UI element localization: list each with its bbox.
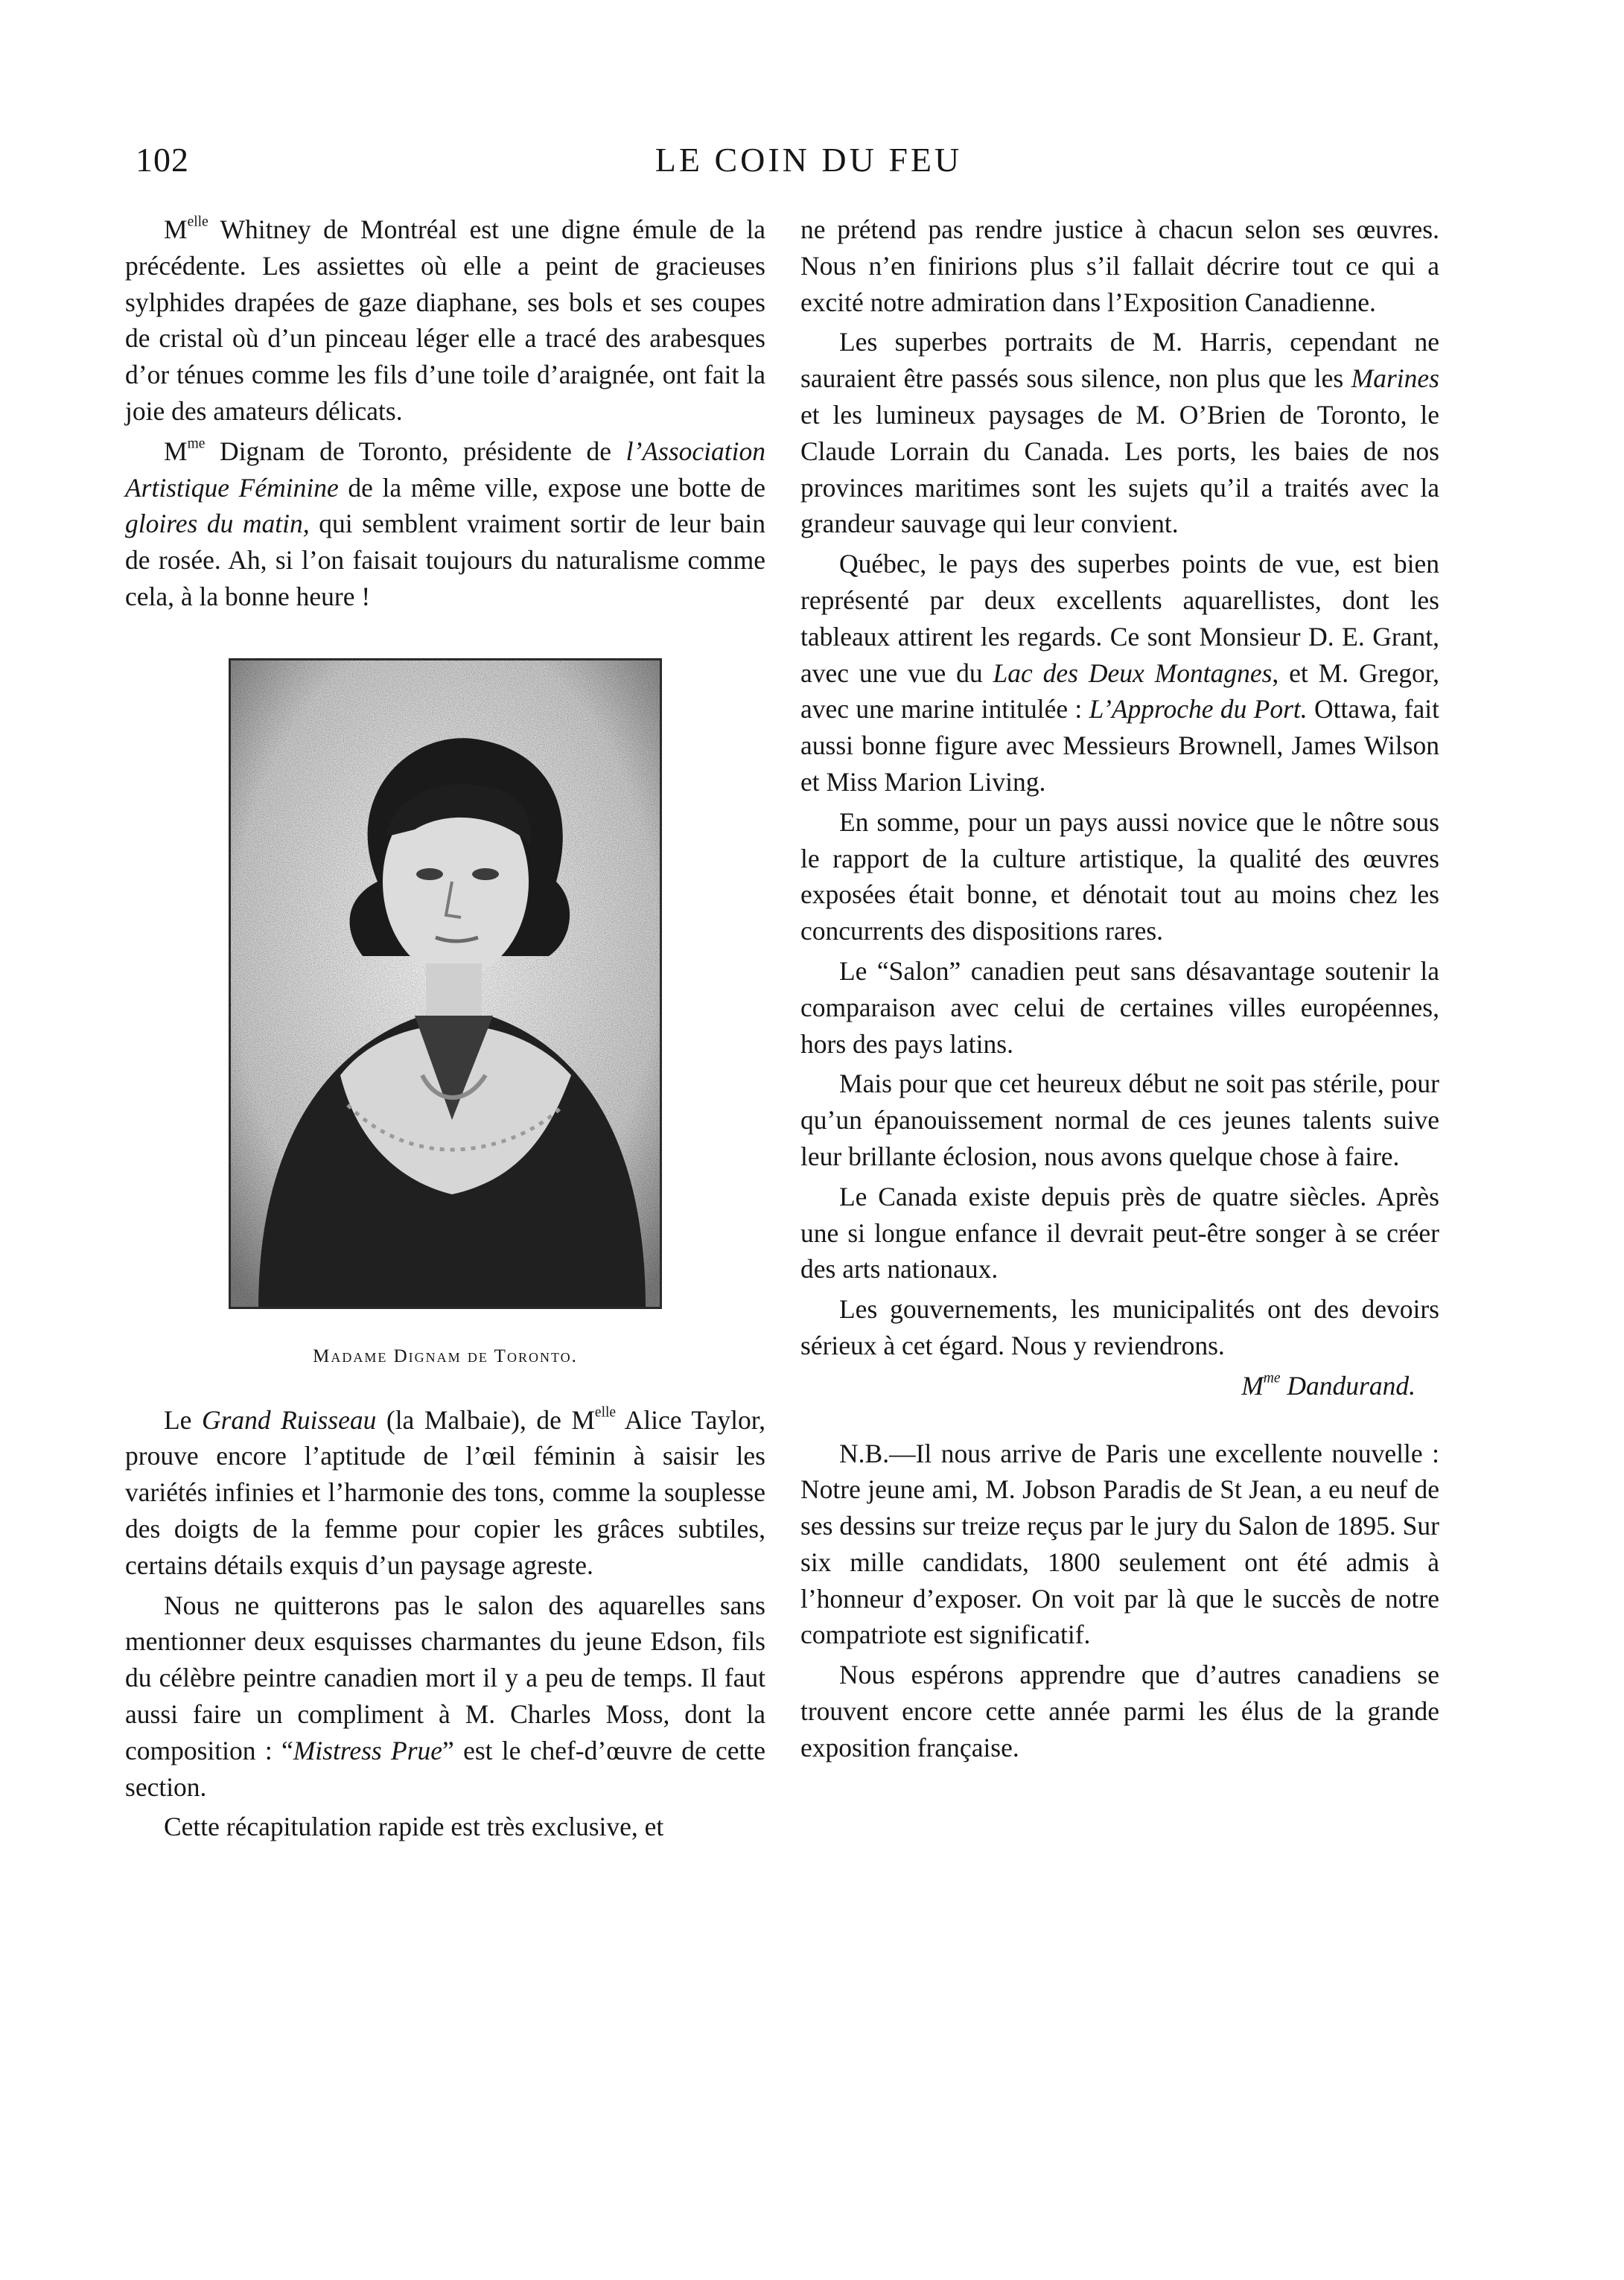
portrait-figure	[125, 658, 765, 1375]
left-column-text-bottom	[125, 1402, 765, 1846]
paragraph-left-2: $M^{me}$ Dignam de Toronto, présidente de l’Association Artistique Féminine de la même ville, expose une botte de gloires du matin, qui semblent vraiment sortir de leur bain de rosée. Ah, si l’on faisait toujours du naturalisme comme cela, à la bonne heure !	[125, 436, 765, 611]
paragraph-left-after-figure-2: Nous ne quitterons pas le salon des aquarelles sans mentionner deux esquisses charmantes du jeune Edson, fils du célèbre peintre canadien mort il y a peu de temps. Il faut aussi faire un compliment à M. Charles Moss, dont la composition : “Mistress Prue” est le chef-d’œuvre de cette section.	[125, 1590, 765, 1802]
running-title: LE COIN DU FEU	[655, 141, 963, 179]
page-number: 102	[136, 141, 189, 179]
nota-bene-paragraph: N.B.—Il nous arrive de Paris une excellente nouvelle : Notre jeune ami, M. Jobson Paradis de St Jean, a eu neuf de ses dessins sur treize reçus par le jury du Salon de 1895. Sur six mille candidats, 1800 seulement ont été admis à l’honneur d’exposer. On voit par là que le succès de notre compatriote est significatif.	[800, 1438, 1439, 1650]
paragraph-right-8: Les gouvernements, les municipalités ont des devoirs sérieux à cet égard. Nous y reviendrons.	[800, 1294, 1439, 1360]
page-header	[136, 140, 1482, 185]
author-signature: $M^{me}$ Dandurand.	[1241, 1370, 1416, 1401]
left-column	[125, 211, 765, 1849]
portrait-image	[229, 658, 662, 1309]
paragraph-right-4: En somme, pour un pays aussi novice que le nôtre sous le rapport de la culture artistique, la qualité des œuvres exposées était bonne, et dénotait tout au moins chez les concurrents des dispositions rares.	[800, 806, 1439, 946]
right-column	[800, 211, 1439, 1770]
paragraph-left-1: $M^{elle}$ Whitney de Montréal est une digne émule de la précédente. Les assiettes où elle a peint de gracieuses sylphides drapées de gaze diaphane, ses bols et ses coupes de cristal où d’un pinceau léger elle a tracé des arabesques d’or ténues comme les fils d’une toile d’araignée, ont fait la joie des amateurs délicats.	[125, 214, 765, 426]
paragraph-right-6: Mais pour que cet heureux début ne soit pas stérile, pour qu’un épanouissement normal de ces jeunes talents suive leur brillante éclosion, nous avons quelque chose à faire.	[800, 1069, 1439, 1171]
paragraph-right-2: Les superbes portraits de M. Harris, cependant ne sauraient être passés sous silence, non plus que les Marines et les lumineux paysages de M. O’Brien de Toronto, le Claude Lorrain du Canada. Les ports, les baies de nos provinces maritimes sont les sujets qu’il a traités avec la grandeur sauvage qui leur convient.	[800, 327, 1439, 539]
paragraph-right-7: Le Canada existe depuis près de quatre siècles. Après une si longue enfance il devrait peut-être songer à se créer des arts nationaux.	[800, 1181, 1439, 1284]
paragraph-right-3: Québec, le pays des superbes points de vue, est bien représenté par deux excellents aquarellistes, dont les tableaux attirent les regards. Ce sont Monsieur D. E. Grant, avec une vue du Lac des Deux Montagnes, et M. Gregor, avec une marine intitulée : L’Approche du Port. Ottawa, fait aussi bonne figure avec Messieurs Brownell, James Wilson et Miss Marion Living.	[800, 549, 1439, 797]
paragraph-right-1: ne prétend pas rendre justice à chacun selon ses œuvres. Nous n’en finirions plus s’il fallait décrire tout ce qui a excité notre admiration dans l’Exposition Canadienne.	[800, 214, 1439, 317]
portrait-caption: Madame Dignam de Toronto.	[313, 1346, 578, 1366]
paragraph-left-after-figure-3: Cette récapitulation rapide est très exclusive, et	[164, 1812, 664, 1842]
left-column-text-top	[125, 211, 765, 615]
paragraph-left-after-figure-1: Le Grand Ruisseau (la Malbaie), de $M^{elle}$ Alice Taylor, prouve encore l’aptitude de l’œil féminin à saisir les variétés infinies et l’harmonie des tons, comme la souplesse des doigts de la femme pour copier les grâces subtiles, certains détails exquis d’un paysage agreste.	[125, 1404, 765, 1580]
paragraph-right-11: Nous espérons apprendre que d’autres canadiens se trouvent encore cette année parmi les élus de la grande exposition française.	[800, 1660, 1439, 1762]
paragraph-right-5: Le “Salon” canadien peut sans désavantage soutenir la comparaison avec celui de certaines villes européennes, hors des pays latins.	[800, 955, 1439, 1059]
